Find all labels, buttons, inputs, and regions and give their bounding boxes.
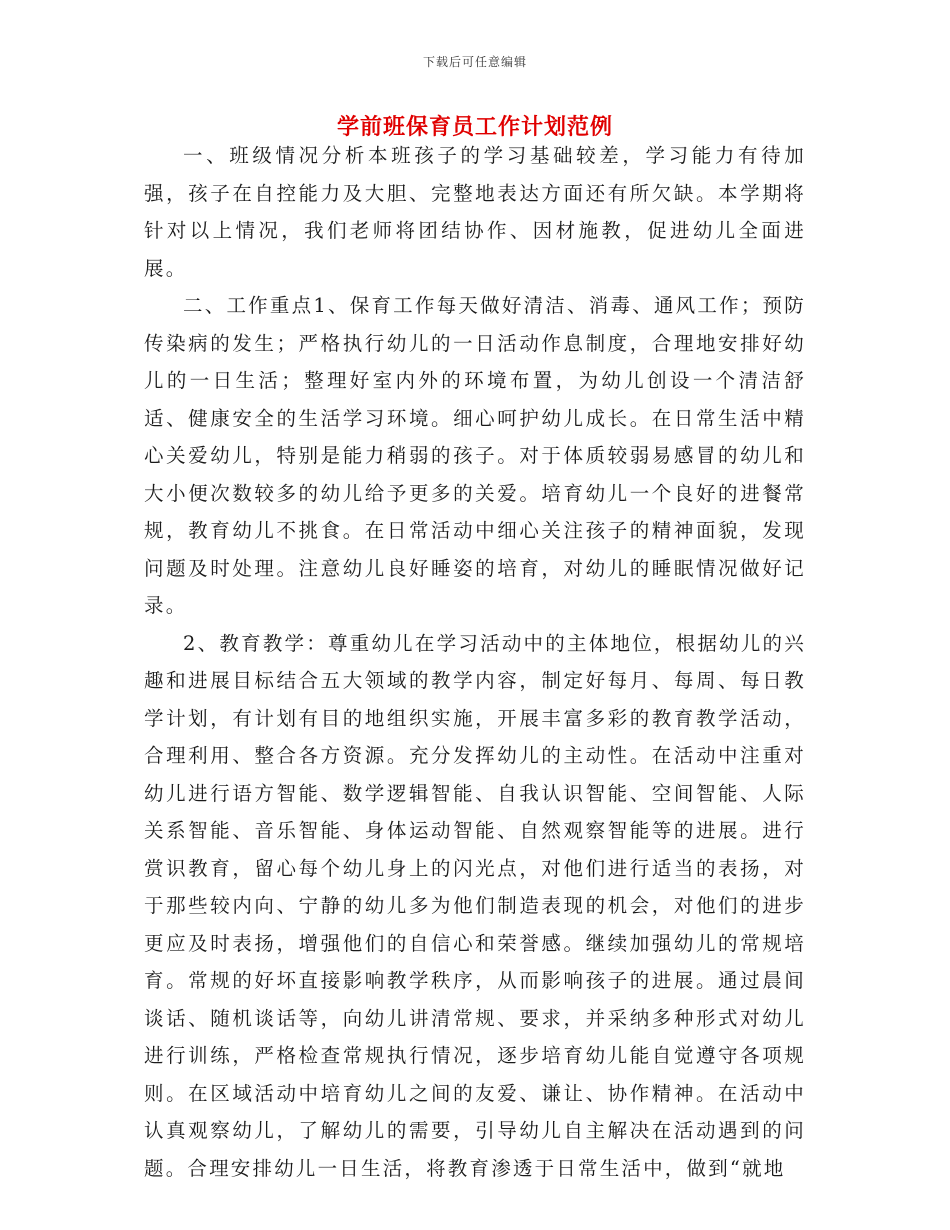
document-body (144, 137, 806, 1187)
paragraph-work-focus: 二、工作重点1、保育工作每天做好清洁、消毒、通风工作；预防传染病的发生；严格执行幼儿的一日活动作息制度，合理地安排好幼儿的一日生活；整理好室内外的环境布置，为幼儿创设一个清洁舒适、健康安全的生活学习环境。细心呵护幼儿成长。在日常生活中精心关爱幼儿，特别是能力稍弱的孩子。对于体质较弱易感冒的幼儿和大小便次数较多的幼儿给予更多的关爱。培育幼儿一个良好的进餐常规，教育幼儿不挑食。在日常活动中细心关注孩子的精神面貌，发现问题及时处理。注意幼儿良好睡姿的培育，对幼儿的睡眠情况做好记录。 (144, 294, 806, 617)
document-title: 学前班保育员工作计划范例 (336, 114, 613, 140)
paragraph-education-teaching: 2、教育教学：尊重幼儿在学习活动中的主体地位，根据幼儿的兴趣和进展目标结合五大领域的教学内容，制定好每月、每周、每日教学计划，有计划有目的地组织实施，开展丰富多彩的教育教学活动，合理利用、整合各方资源。充分发挥幼儿的主动性。在活动中注重对幼儿进行语方智能、数学逻辑智能、自我认识智能、空间智能、人际关系智能、音乐智能、身体运动智能、自然观察智能等的进展。进行赏识教育，留心每个幼儿身上的闪光点，对他们进行适当的表扬，对于那些较内向、宁静的幼儿多为他们制造表现的机会，对他们的进步更应及时表扬，增强他们的自信心和荣誉感。继续加强幼儿的常规培育。常规的好坏直接影响教学秩序，从而影响孩子的进展。通过晨间谈话、随机谈话等，向幼儿讲清常规、要求，并采纳多种形式对幼儿进行训练，严格检查常规执行情况，逐步培育幼儿能自觉遵守各项规则。在区域活动中培育幼儿之间的友爱、谦让、协作精神。在活动中认真观察幼儿，了解幼儿的需要，引导幼儿自主解决在活动遇到的问题。合理安排幼儿一日生活，将教育渗透于日常生活中，做到“就地 (144, 631, 806, 1180)
paragraph-class-analysis: 一、班级情况分析本班孩子的学习基础较差，学习能力有待加强，孩子在自控能力及大胆、完整地表达方面还有所欠缺。本学期将针对以上情况，我们老师将团结协作、因材施教，促进幼儿全面进展。 (144, 144, 806, 280)
header-note: 下载后可任意编辑 (422, 55, 527, 69)
